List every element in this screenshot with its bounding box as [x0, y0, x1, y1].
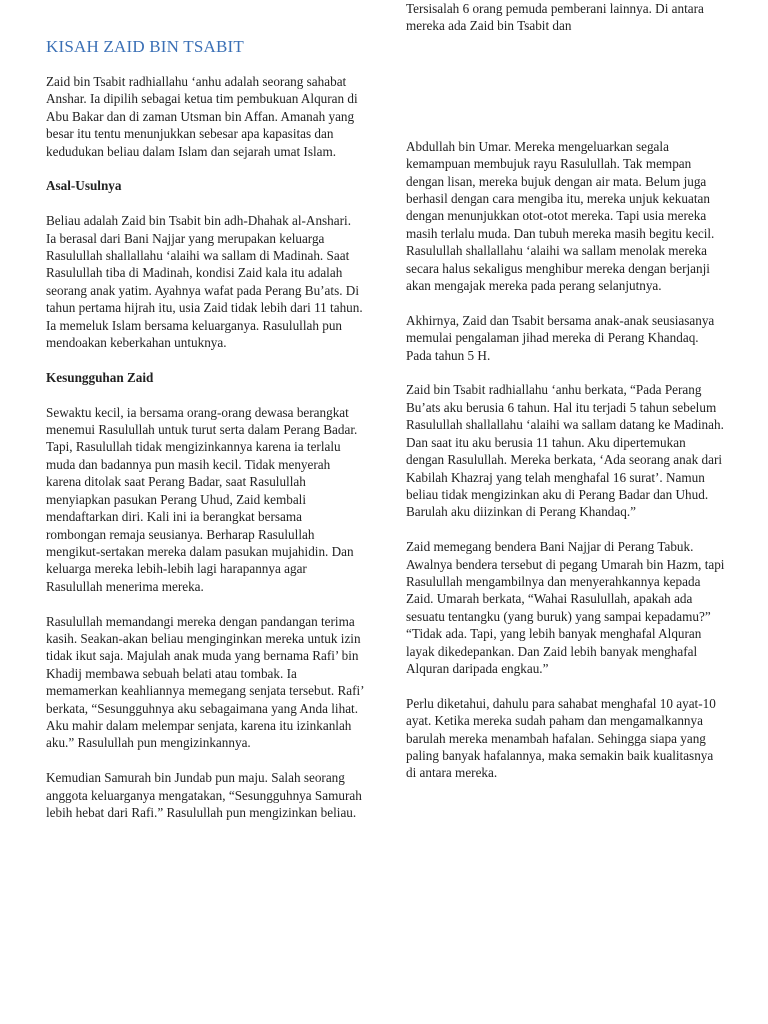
paragraph-badar-uhud: Sewaktu kecil, ia bersama orang-orang dewasa berangkat menemui Rasulullah untuk turut serta dalam Perang Badar. Tapi, Rasulullah tidak mengizinkannya karena ia terlalu muda dan badannya pun masih kecil. Tidak menyerah karena ditolak saat Perang Badar, saat Rasulullah menyiapkan pasukan Perang Uhud, Zaid kembali mendaftarkan diri. Kali ini ia berangkat bersama rombongan remaja seusianya. Berharap Rasulullah mengikut-sertakan mereka dalam pasukan mujahidin. Dan keluarga mereka lebih-lebih lagi harapannya agar Rasulullah menerima mereka. — [46, 404, 358, 594]
paragraph-abdullah-bin-umar: Abdullah bin Umar. Mereka mengeluarkan segala kemampuan membujuk rayu Rasulullah. Tak mempan dengan lisan, mereka bujuk dengan air mata. Belum juga berhasil dengan cara mengiba itu, mereka unjuk kekuatan dengan menunjukkan otot-otot mereka. Tapi usia mereka masih terlalu muda. Dan tubuh mereka masih begitu kecil. Rasulullah shallallahu ‘alaihi wa sallam menolak mereka secara halus sekaligus menghibur mereka dengan berjanji akan mengajak mereka pada perang selanjutnya. — [406, 138, 715, 294]
paragraph-banner-tabuk: Zaid memegang bendera Bani Najjar di Perang Tabuk. Awalnya bendera tersebut di pegang Umarah bin Hazm, tapi Rasulullah mengambilnya dan menyerahkannya kepada Zaid. Umarah berkata, “Wahai Rasulullah, apakah ada sesuatu tentangku (yang buruk) yang sampai kepadamu?” “Tidak ada. Tapi, yang lebih banyak menghafal Alquran layak dikedepankan. Dan Zaid lebih banyak menghafal Alquran daripada engkau.” — [406, 539, 725, 676]
page-gap — [406, 35, 726, 138]
intro-paragraph: Zaid bin Tsabit radhiallahu ‘anhu adalah seorang sahabat Anshar. Ia dipilih sebagai ketua tim pembukuan Alquran di Abu Bakar dan di zaman Utsman bin Affan. Amanah yang besar itu tentu menunjukkan sebesar apa kapasitas dan kedudukan beliau dalam Islam dan sejarah umat Islam. — [46, 74, 358, 159]
section-heading-origin: Asal-Usulnya — [46, 178, 122, 194]
paragraph-khandaq: Akhirnya, Zaid dan Tsabit bersama anak-anak seusiasanya memulai pengalaman jihad mereka di Perang Khandaq. Pada tahun 5 H. — [406, 312, 715, 363]
paragraph-samurah: Kemudian Samurah bin Jundab pun maju. Salah seorang anggota keluarganya mengatakan, “Sesungguhnya Samurah lebih hebat dari Rafi.” Rasulullah pun mengizinkan beliau. — [46, 770, 362, 820]
paragraph-six-youths: Tersisalah 6 orang pemuda pemberani lainnya. Di antara mereka ada Zaid bin Tsabit dan — [406, 1, 704, 34]
paragraph-memorization: Perlu diketahui, dahulu para sahabat menghafal 10 ayat-10 ayat. Ketika mereka sudah paham dan mengamalkannya barulah mereka menambah hafalan. Sehingga siapa yang paling banyak hafalannya, maka semakin baik kualitasnya di antara mereka. — [406, 695, 716, 781]
article-title: KISAH ZAID BIN TSABIT — [46, 37, 244, 56]
left-column — [46, 0, 364, 821]
paragraph-rafi: Rasulullah memandangi mereka dengan pandangan terima kasih. Seakan-akan beliau menginginkan mereka untuk izin tidak ikut saja. Majulah anak muda yang bernama Rafi’ bin Khadij membawa sebuah belati atau tombak. Ia memamerkan keahliannya memegang senjata tersebut. Rafi’ berkata, “Sesungguhnya aku sebagaimana yang Anda lihat. Aku mahir dalam melempar senjata, karena itu izinkanlah aku.” Rasulullah pun mengizinkannya. — [46, 613, 364, 751]
section-heading-determination: Kesungguhan Zaid — [46, 369, 154, 385]
right-column — [406, 0, 726, 782]
origin-paragraph: Beliau adalah Zaid bin Tsabit bin adh-Dhahak al-Anshari. Ia berasal dari Bani Najjar yang merupakan keluarga Rasulullah shallallahu ‘alaihi wa sallam di Madinah. Saat Rasulullah tiba di Madinah, kondisi Zaid kala itu adalah seorang anak yatim. Ayahnya wafat pada Perang Bu’ats. Di tahun pertama hijrah itu, usia Zaid tidak lebih dari 11 tahun. Ia memeluk Islam bersama keluarganya. Rasulullah pun mendoakan keberkahan untuknya. — [46, 213, 363, 351]
paragraph-zaid-quote: Zaid bin Tsabit radhiallahu ‘anhu berkata, “Pada Perang Bu’ats aku berusia 6 tahun. Hal itu terjadi 5 tahun sebelum Rasulullah shallallahu ‘alaihi wa sallam datang ke Madinah. Dan saat itu aku berusia 11 tahun. Aku dipertemukan dengan Rasulullah. Mereka berkata, ‘Ada seorang anak dari Kabilah Khazraj yang telah menghafal 16 surat’. Namun beliau tidak mengizinkan aku di Perang Badar dan Uhud. Barulah aku diizinkan di Perang Khandaq.” — [406, 382, 724, 520]
